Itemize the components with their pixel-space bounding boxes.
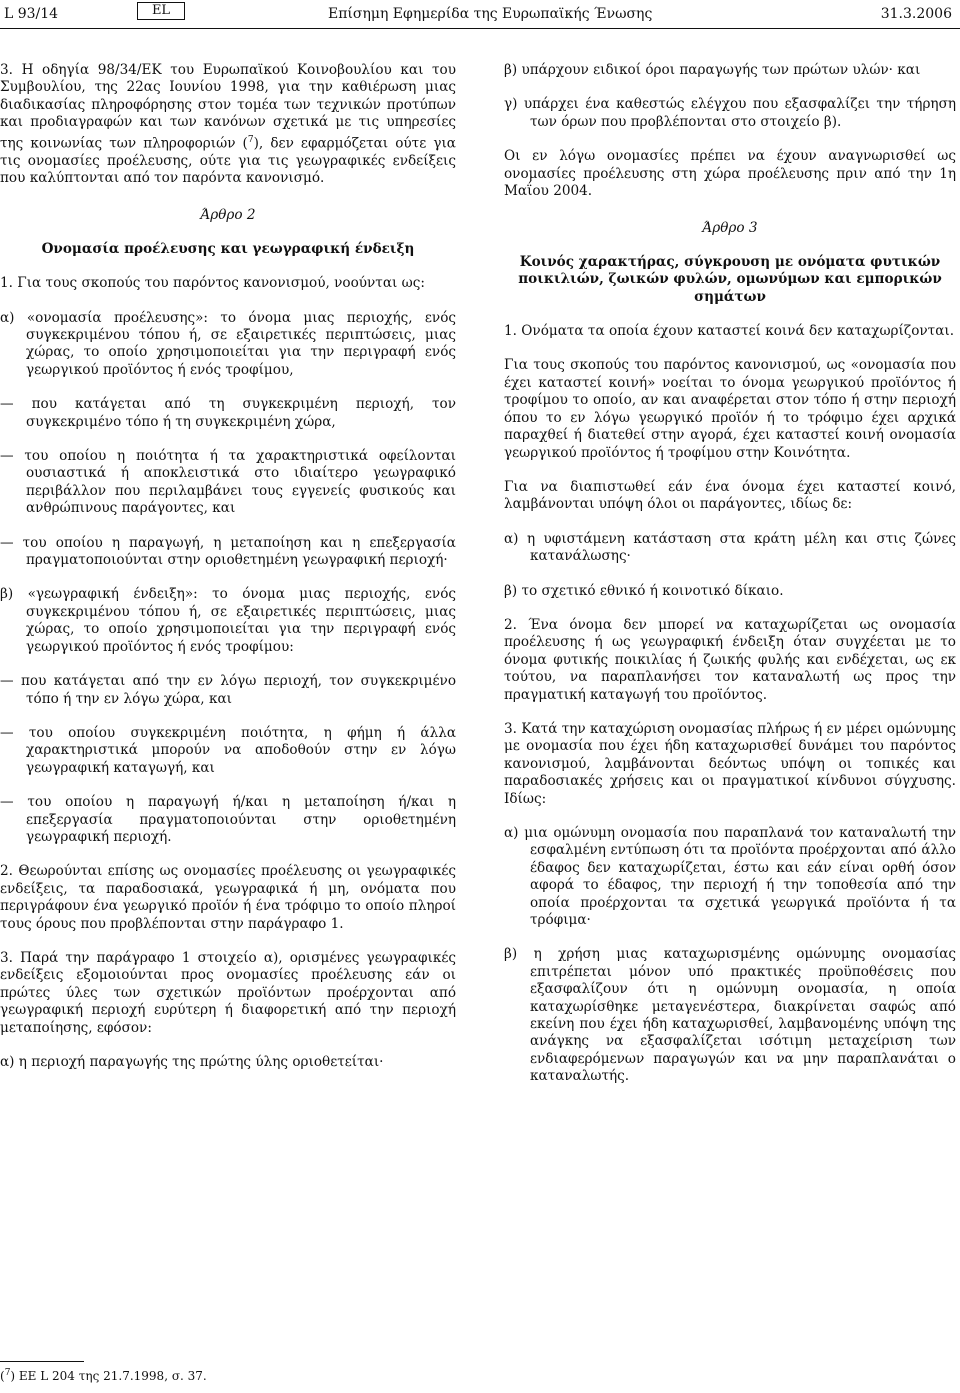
journal-title: Επίσημη Εφημερίδα της Ευρωπαϊκής Ένωσης	[328, 6, 653, 22]
article-2-heading: Άρθρο 2	[200, 207, 256, 224]
header-rule	[0, 28, 960, 29]
para-3-item-a: α) η περιοχή παραγωγής της πρώτης ύλης οριοθετείται·	[0, 1054, 384, 1070]
factor-b: β) το σχετικό εθνικό ή κοινοτικό δίκαιο.	[504, 582, 784, 599]
footnote-ref[interactable]: 7	[247, 134, 254, 145]
item-a-dash-3: — του οποίου η παραγωγή, η μεταποίηση και η επεξεργασία πραγματοποιούνται στην οριοθετημένη γεωγραφική περιοχή·	[0, 534, 456, 569]
recognition-note: Οι εν λόγω ονομασίες πρέπει να έχουν αναγνωρισθεί ως ονομασίες προέλευσης στη χώρα προέλευσης πριν από την 1η Μαΐου 2004.	[504, 148, 956, 200]
item-b-dash-2: — του οποίου συγκεκριμένη ποιότητα, η φήμη ή άλλα χαρακτηριστικά μπορούν να αποδοθούν στην εν λόγω γεωγραφική καταγωγή, και	[0, 724, 456, 776]
homonym-item-b: β) η χρήση μιας καταχωρισμένης ομώνυμης ονομασίας επιτρέπεται μόνον υπό πρακτικές προϋποθέσεις που εξασφαλίζουν ότι η ομώνυμη ονομασία, η οποία καταχωρίσθηκε μεταγενέστερα, διακρίνεται σαφώς από εκείνη που έχει ήδη καταχωρισθεί, λαμβανομένης υπόψη της ανάγκης να εξασφαλίζεται ισότιμη μεταχείριση των ενδιαφερόμενων παραγωγών και να μην παραπλανάται ο καταναλωτής.	[504, 946, 956, 1085]
item-b: β) «γεωγραφική ένδειξη»: το όνομα μιας περιοχής, ενός συγκεκριμένου τόπου ή, σε εξαιρετικές περιπτώσεις, μιας χώρας, το οποίο χρησιμοποιείται για την περιγραφή ενός γεωργικού προϊόντος ή ενός τροφίμου:	[0, 586, 456, 655]
paragraph-3: 3. Η οδηγία 98/34/ΕΚ του Ευρωπαϊκού Κοινοβουλίου και του Συμβουλίου, της 22ας Ιουνίου 1998, για την καθιέρωση μιας διαδικασίας πληροφόρησης στον τομέα των τεχνικών προτύπων και προδιαγραφών και των κανόνων σχετικά με τις υπηρεσίες της κοινωνίας των πληροφοριών ($^7$), δεν εφαρμόζεται ούτε για τις ονομασίες προέλευσης, ούτε για τις γεωγραφικές ενδείξεις που καλύπτονται από τον παρόντα κανονισμό.	[0, 62, 456, 186]
article-3-para-1: 1. Ονόματα τα οποία έχουν καταστεί κοινά δεν καταχωρίζονται.	[504, 323, 955, 340]
left-column	[0, 62, 456, 1071]
language-code: EL	[137, 2, 185, 20]
footnote-rule	[0, 1361, 84, 1362]
article-2-title: Ονομασία προέλευσης και γεωγραφική ένδειξη	[41, 240, 415, 257]
item-a-dash-1: — που κατάγεται από τη συγκεκριμένη περιοχή, τον συγκεκριμένο τόπο ή τη συγκεκριμένη χώρα,	[0, 396, 456, 430]
article-3-para-2: 2. Ένα όνομα δεν μπορεί να καταχωρίζεται ως ονομασία προέλευσης ή ως γεωγραφική ένδειξη όταν συγχέεται με το όνομα φυτικής ποικιλίας ή ζωικής φυλής και ενδέχεται, ως εκ τούτου, να παραπλανήσει τον καταναλωτή ως προς την πραγματική καταγωγή του προϊόντος.	[504, 616, 956, 703]
footnote: ($^7$) ΕΕ L 204 της 21.7.1998, σ. 37.	[0, 1368, 207, 1383]
factors-intro: Για να διαπιστωθεί εάν ένα όνομα έχει καταστεί κοινό, λαμβάνονται υπόψη όλοι οι παράγοντες, ιδίως δε:	[504, 478, 956, 513]
factor-a: α) η υφιστάμενη κατάσταση στα κράτη μέλη και στις ζώνες κατανάλωσης·	[504, 530, 956, 565]
page-header	[0, 0, 960, 30]
homonym-item-a: α) μια ομώνυμη ονομασία που παραπλανά τον καταναλωτή την εσφαλμένη εντύπωση ότι τα προϊόντα προέρχονται από άλλο έδαφος δεν καταχωρίζεται, έστω και εάν είναι ορθή όσον αφορά το έδαφος, την περιοχή ή την τοποθεσία από την οποία προέρχονται τα σχετικά γεωργικά προϊόντα ή τα τρόφιμα·	[504, 825, 956, 929]
right-column	[504, 62, 956, 1086]
footnote-mark: 7	[4, 1368, 11, 1378]
item-a: α) «ονομασία προέλευσης»: το όνομα μιας περιοχής, ενός συγκεκριμένου τόπου ή, σε εξαιρετικές περιπτώσεις, μιας χώρας, το οποίο χρησιμοποιείται για την περιγραφή ενός γεωργικού προϊόντος ή ενός τροφίμου,	[0, 309, 456, 378]
article-2-para-2: 2. Θεωρούνται επίσης ως ονομασίες προέλευσης οι γεωγραφικές ενδείξεις, τα παραδοσιακά, γεωγραφικά ή μη, ονόματα που περιγράφουν ένα γεωργικό προϊόν ή ένα τρόφιμο το οποίο πληροί τους όρους που προβλέπονται στην παράγραφο 1.	[0, 863, 456, 932]
common-name-definition: Για τους σκοπούς του παρόντος κανονισμού, ως «ονομασία που έχει καταστεί κοινή» νοείται το όνομα γεωργικού προϊόντος ή τροφίμου το οποίο, αν και αναφέρεται στον τόπο ή στην περιοχή όπου το εν λόγω γεωργικό προϊόν ή το τρόφιμο έχει αρχικά παραχθεί ή διατεθεί στην αγορά, έχει καταστεί κοινή ονομασία γεωργικού προϊόντος ή τροφίμου στην Κοινότητα.	[504, 357, 956, 461]
article-3-title: Κοινός χαρακτήρας, σύγκρουση με ονόματα φυτικών ποικιλιών, ζωικών φυλών, ομωνύμων και εμπορικών σημάτων	[518, 253, 942, 305]
article-2-para-1: 1. Για τους σκοπούς του παρόντος κανονισμού, νοούνται ως:	[0, 275, 425, 292]
item-b-dash-3: — του οποίου η παραγωγή ή/και η μεταποίηση ή/και η επεξεργασία πραγματοποιούνται στην οριοθετημένη γεωγραφική περιοχή.	[0, 794, 456, 845]
page-number: L 93/14	[4, 6, 59, 22]
article-3-heading: Άρθρο 3	[702, 220, 758, 237]
item-a-dash-2: — του οποίου η ποιότητα ή τα χαρακτηριστικά οφείλονται ουσιαστικά ή αποκλειστικά στο ιδιαίτερο γεωγραφικό περιβάλλον που περιλαμβάνει τους εγγενείς φυσικούς και ανθρώπινους παράγοντες, και	[0, 448, 456, 517]
para-3-item-b: β) υπάρχουν ειδικοί όροι παραγωγής των πρώτων υλών· και	[504, 62, 921, 78]
publication-date: 31.3.2006	[880, 6, 952, 22]
article-2-para-3: 3. Παρά την παράγραφο 1 στοιχείο α), ορισμένες γεωγραφικές ενδείξεις εξομοιούνται προς ονομασίες προέλευσης εάν οι πρώτες ύλες των σχετικών προϊόντων προέρχονται από γεωγραφική περιοχή ευρύτερη ή διαφορετική από την περιοχή μεταποίησης, εφόσον:	[0, 949, 456, 1036]
para-3-item-c: γ) υπάρχει ένα καθεστώς ελέγχου που εξασφαλίζει την τήρηση των όρων που προβλέπονται στο στοιχείο β).	[504, 96, 956, 130]
item-b-dash-1: — που κατάγεται από την εν λόγω περιοχή, τον συγκεκριμένο τόπο ή την εν λόγω χώρα, και	[0, 673, 456, 707]
article-3-para-3: 3. Κατά την καταχώριση ονομασίας πλήρως ή εν μέρει ομώνυμης με ονομασία που έχει ήδη καταχωρισθεί δυνάμει του παρόντος κανονισμού, λαμβάνονται δεόντως υπόψη οι τοπικές και παραδοσιακές χρήσεις και οι πραγματικοί κίνδυνοι σύγχυσης. Ιδίως:	[504, 720, 956, 807]
